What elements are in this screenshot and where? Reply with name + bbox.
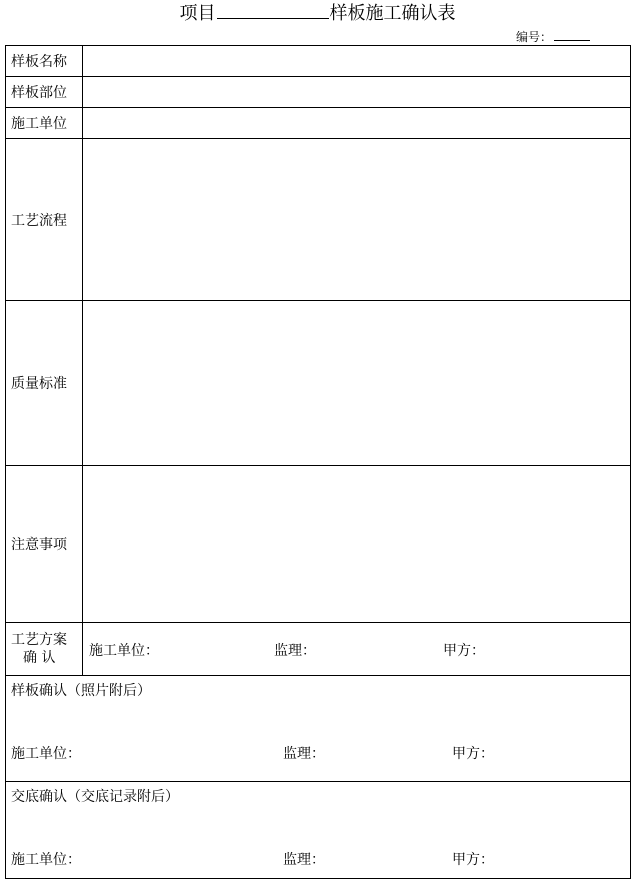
sample-confirm-field[interactable]	[6, 676, 631, 782]
construction-unit-field[interactable]	[83, 108, 631, 139]
serial-number-blank[interactable]	[554, 28, 590, 41]
quality-standard-label: 质量标准	[6, 301, 83, 466]
handover-confirm-title: 交底确认（交底记录附后）	[11, 789, 179, 805]
project-name-blank[interactable]	[217, 2, 329, 19]
process-plan-sign-field[interactable]	[83, 623, 631, 676]
form-title	[0, 2, 635, 25]
table-row	[6, 466, 631, 623]
process-flow-label: 工艺流程	[6, 139, 83, 301]
sample-confirm-title: 样板确认（照片附后）	[11, 683, 151, 699]
process-flow-field[interactable]	[83, 139, 631, 301]
table-row	[6, 301, 631, 466]
precautions-field[interactable]	[83, 466, 631, 623]
quality-standard-field[interactable]	[83, 301, 631, 466]
confirmation-table	[5, 45, 631, 879]
process-plan-supervisor: 监理：	[274, 643, 316, 659]
construction-unit-label: 施工单位	[6, 108, 83, 139]
sample-name-label: 样板名称	[6, 46, 83, 77]
serial-number	[516, 28, 590, 45]
sample-location-field[interactable]	[83, 77, 631, 108]
handover-confirm-construction-unit: 施工单位：	[11, 852, 81, 868]
table-row	[6, 108, 631, 139]
title-prefix: 项目	[179, 3, 216, 24]
serial-label: 编号：	[516, 30, 553, 44]
table-row	[6, 623, 631, 676]
table-row	[6, 782, 631, 879]
sample-confirm-construction-unit: 施工单位：	[11, 746, 81, 762]
sample-name-field[interactable]	[83, 46, 631, 77]
table-row	[6, 676, 631, 782]
title-suffix: 样板施工确认表	[329, 3, 456, 24]
sample-confirm-owner: 甲方：	[452, 746, 494, 762]
handover-confirm-supervisor: 监理：	[283, 852, 325, 868]
process-plan-label-line2: 确 认	[23, 650, 56, 666]
handover-confirm-field[interactable]	[6, 782, 631, 879]
sample-confirm-supervisor: 监理：	[283, 746, 325, 762]
process-plan-label-line1: 工艺方案	[11, 632, 67, 648]
process-plan-construction-unit: 施工单位：	[89, 643, 159, 659]
table-row	[6, 139, 631, 301]
process-plan-owner: 甲方：	[443, 643, 485, 659]
sample-location-label: 样板部位	[6, 77, 83, 108]
handover-confirm-owner: 甲方：	[452, 852, 494, 868]
table-row	[6, 77, 631, 108]
process-plan-label	[6, 623, 83, 676]
table-row	[6, 46, 631, 77]
precautions-label: 注意事项	[6, 466, 83, 623]
